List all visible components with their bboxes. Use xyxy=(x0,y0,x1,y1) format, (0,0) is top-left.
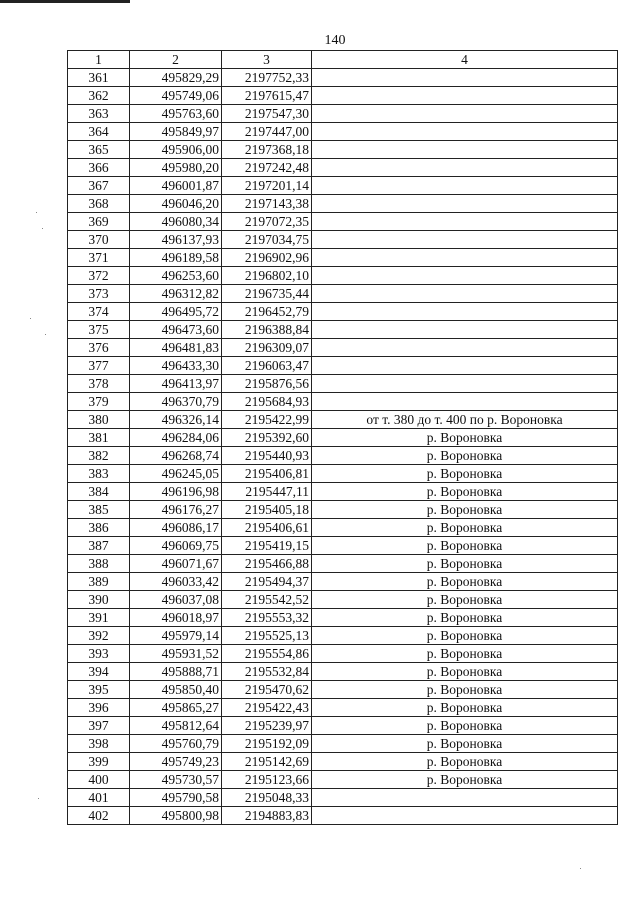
table-row xyxy=(68,303,618,321)
point-number-cell: 399 xyxy=(68,753,130,771)
point-number-cell: 393 xyxy=(68,645,130,663)
description-cell: р. Вороновка xyxy=(312,555,618,573)
x-coordinate-cell: 496495,72 xyxy=(130,303,222,321)
description-cell: р. Вороновка xyxy=(312,627,618,645)
point-number-cell: 391 xyxy=(68,609,130,627)
x-coordinate-cell: 495888,71 xyxy=(130,663,222,681)
description-cell: р. Вороновка xyxy=(312,735,618,753)
x-coordinate-cell: 496069,75 xyxy=(130,537,222,555)
table-row xyxy=(68,285,618,303)
description-cell: р. Вороновка xyxy=(312,645,618,663)
scan-corner-mark xyxy=(0,0,130,3)
point-number-cell: 368 xyxy=(68,195,130,213)
x-coordinate-cell: 495760,79 xyxy=(130,735,222,753)
point-number-cell: 385 xyxy=(68,501,130,519)
table-row xyxy=(68,69,618,87)
description-cell xyxy=(312,69,618,87)
table-row xyxy=(68,321,618,339)
y-coordinate-cell: 2195422,99 xyxy=(222,411,312,429)
y-coordinate-cell: 2195554,86 xyxy=(222,645,312,663)
description-cell: р. Вороновка xyxy=(312,465,618,483)
description-cell xyxy=(312,267,618,285)
table-row xyxy=(68,555,618,573)
point-number-cell: 402 xyxy=(68,807,130,825)
point-number-cell: 382 xyxy=(68,447,130,465)
point-number-cell: 374 xyxy=(68,303,130,321)
y-coordinate-cell: 2195422,43 xyxy=(222,699,312,717)
x-coordinate-cell: 496370,79 xyxy=(130,393,222,411)
x-coordinate-cell: 496176,27 xyxy=(130,501,222,519)
table-row xyxy=(68,123,618,141)
y-coordinate-cell: 2195142,69 xyxy=(222,753,312,771)
description-cell: р. Вороновка xyxy=(312,537,618,555)
point-number-cell: 366 xyxy=(68,159,130,177)
description-cell: р. Вороновка xyxy=(312,573,618,591)
x-coordinate-cell: 496086,17 xyxy=(130,519,222,537)
table-row xyxy=(68,105,618,123)
point-number-cell: 398 xyxy=(68,735,130,753)
scan-speck xyxy=(36,212,37,213)
point-number-cell: 401 xyxy=(68,789,130,807)
point-number-cell: 370 xyxy=(68,231,130,249)
table-row xyxy=(68,231,618,249)
description-cell xyxy=(312,231,618,249)
table-row xyxy=(68,717,618,735)
x-coordinate-cell: 496001,87 xyxy=(130,177,222,195)
point-number-cell: 386 xyxy=(68,519,130,537)
coordinates-table xyxy=(67,50,618,825)
point-number-cell: 383 xyxy=(68,465,130,483)
table-header-row xyxy=(68,51,618,69)
x-coordinate-cell: 496137,93 xyxy=(130,231,222,249)
x-coordinate-cell: 495849,97 xyxy=(130,123,222,141)
point-number-cell: 395 xyxy=(68,681,130,699)
description-cell: р. Вороновка xyxy=(312,519,618,537)
point-number-cell: 379 xyxy=(68,393,130,411)
description-cell: р. Вороновка xyxy=(312,699,618,717)
point-number-cell: 372 xyxy=(68,267,130,285)
table-row xyxy=(68,501,618,519)
table-row xyxy=(68,609,618,627)
y-coordinate-cell: 2197072,35 xyxy=(222,213,312,231)
y-coordinate-cell: 2195876,56 xyxy=(222,375,312,393)
table-row xyxy=(68,789,618,807)
description-cell xyxy=(312,123,618,141)
y-coordinate-cell: 2197547,30 xyxy=(222,105,312,123)
table-row xyxy=(68,771,618,789)
x-coordinate-cell: 496481,83 xyxy=(130,339,222,357)
table-row xyxy=(68,339,618,357)
x-coordinate-cell: 496284,06 xyxy=(130,429,222,447)
description-cell xyxy=(312,303,618,321)
y-coordinate-cell: 2197201,14 xyxy=(222,177,312,195)
y-coordinate-cell: 2196802,10 xyxy=(222,267,312,285)
y-coordinate-cell: 2196388,84 xyxy=(222,321,312,339)
y-coordinate-cell: 2195684,93 xyxy=(222,393,312,411)
description-cell: р. Вороновка xyxy=(312,429,618,447)
table-row xyxy=(68,663,618,681)
table-body xyxy=(68,69,618,825)
y-coordinate-cell: 2197752,33 xyxy=(222,69,312,87)
y-coordinate-cell: 2195466,88 xyxy=(222,555,312,573)
y-coordinate-cell: 2196452,79 xyxy=(222,303,312,321)
description-cell xyxy=(312,249,618,267)
description-cell xyxy=(312,321,618,339)
description-cell: р. Вороновка xyxy=(312,501,618,519)
point-number-cell: 367 xyxy=(68,177,130,195)
description-cell xyxy=(312,105,618,123)
description-cell: р. Вороновка xyxy=(312,681,618,699)
description-cell xyxy=(312,213,618,231)
x-coordinate-cell: 496245,05 xyxy=(130,465,222,483)
table-row xyxy=(68,195,618,213)
table-row xyxy=(68,357,618,375)
point-number-cell: 378 xyxy=(68,375,130,393)
x-coordinate-cell: 495850,40 xyxy=(130,681,222,699)
point-number-cell: 381 xyxy=(68,429,130,447)
y-coordinate-cell: 2196309,07 xyxy=(222,339,312,357)
x-coordinate-cell: 496253,60 xyxy=(130,267,222,285)
description-cell xyxy=(312,375,618,393)
x-coordinate-cell: 495749,06 xyxy=(130,87,222,105)
description-cell xyxy=(312,177,618,195)
x-coordinate-cell: 496473,60 xyxy=(130,321,222,339)
table-row xyxy=(68,213,618,231)
point-number-cell: 363 xyxy=(68,105,130,123)
column-header-description: 4 xyxy=(312,51,618,69)
x-coordinate-cell: 496033,42 xyxy=(130,573,222,591)
point-number-cell: 392 xyxy=(68,627,130,645)
point-number-cell: 365 xyxy=(68,141,130,159)
x-coordinate-cell: 496196,98 xyxy=(130,483,222,501)
point-number-cell: 373 xyxy=(68,285,130,303)
y-coordinate-cell: 2195447,11 xyxy=(222,483,312,501)
table-row xyxy=(68,645,618,663)
x-coordinate-cell: 495749,23 xyxy=(130,753,222,771)
table-row xyxy=(68,177,618,195)
x-coordinate-cell: 495763,60 xyxy=(130,105,222,123)
point-number-cell: 364 xyxy=(68,123,130,141)
table-row xyxy=(68,753,618,771)
x-coordinate-cell: 496037,08 xyxy=(130,591,222,609)
description-cell xyxy=(312,339,618,357)
column-header-x: 2 xyxy=(130,51,222,69)
table-row xyxy=(68,249,618,267)
x-coordinate-cell: 496433,30 xyxy=(130,357,222,375)
description-cell: р. Вороновка xyxy=(312,663,618,681)
point-number-cell: 362 xyxy=(68,87,130,105)
x-coordinate-cell: 495800,98 xyxy=(130,807,222,825)
description-cell: р. Вороновка xyxy=(312,717,618,735)
description-cell: р. Вороновка xyxy=(312,609,618,627)
x-coordinate-cell: 496071,67 xyxy=(130,555,222,573)
y-coordinate-cell: 2195525,13 xyxy=(222,627,312,645)
table-row xyxy=(68,141,618,159)
scan-speck xyxy=(45,334,46,335)
y-coordinate-cell: 2195048,33 xyxy=(222,789,312,807)
column-header-y: 3 xyxy=(222,51,312,69)
y-coordinate-cell: 2197034,75 xyxy=(222,231,312,249)
scan-speck xyxy=(42,228,43,229)
description-cell xyxy=(312,285,618,303)
table-row xyxy=(68,267,618,285)
y-coordinate-cell: 2196735,44 xyxy=(222,285,312,303)
description-cell: от т. 380 до т. 400 по р. Вороновка xyxy=(312,411,618,429)
description-cell xyxy=(312,789,618,807)
scan-speck xyxy=(38,798,39,799)
y-coordinate-cell: 2195470,62 xyxy=(222,681,312,699)
x-coordinate-cell: 496189,58 xyxy=(130,249,222,267)
y-coordinate-cell: 2195406,81 xyxy=(222,465,312,483)
point-number-cell: 369 xyxy=(68,213,130,231)
x-coordinate-cell: 496413,97 xyxy=(130,375,222,393)
page-number: 140 xyxy=(324,33,346,48)
y-coordinate-cell: 2195405,18 xyxy=(222,501,312,519)
x-coordinate-cell: 495730,57 xyxy=(130,771,222,789)
x-coordinate-cell: 495931,52 xyxy=(130,645,222,663)
description-cell xyxy=(312,393,618,411)
point-number-cell: 380 xyxy=(68,411,130,429)
y-coordinate-cell: 2194883,83 xyxy=(222,807,312,825)
y-coordinate-cell: 2195419,15 xyxy=(222,537,312,555)
y-coordinate-cell: 2197615,47 xyxy=(222,87,312,105)
description-cell xyxy=(312,87,618,105)
point-number-cell: 400 xyxy=(68,771,130,789)
y-coordinate-cell: 2195553,32 xyxy=(222,609,312,627)
point-number-cell: 397 xyxy=(68,717,130,735)
x-coordinate-cell: 495980,20 xyxy=(130,159,222,177)
y-coordinate-cell: 2195440,93 xyxy=(222,447,312,465)
y-coordinate-cell: 2197447,00 xyxy=(222,123,312,141)
point-number-cell: 361 xyxy=(68,69,130,87)
point-number-cell: 389 xyxy=(68,573,130,591)
column-header-point: 1 xyxy=(68,51,130,69)
x-coordinate-cell: 496312,82 xyxy=(130,285,222,303)
point-number-cell: 384 xyxy=(68,483,130,501)
y-coordinate-cell: 2195123,66 xyxy=(222,771,312,789)
x-coordinate-cell: 495906,00 xyxy=(130,141,222,159)
table-row xyxy=(68,411,618,429)
description-cell xyxy=(312,159,618,177)
description-cell: р. Вороновка xyxy=(312,483,618,501)
y-coordinate-cell: 2195494,37 xyxy=(222,573,312,591)
y-coordinate-cell: 2196902,96 xyxy=(222,249,312,267)
x-coordinate-cell: 496080,34 xyxy=(130,213,222,231)
x-coordinate-cell: 496018,97 xyxy=(130,609,222,627)
table-row xyxy=(68,483,618,501)
y-coordinate-cell: 2195239,97 xyxy=(222,717,312,735)
table-row xyxy=(68,591,618,609)
description-cell: р. Вороновка xyxy=(312,753,618,771)
scan-speck xyxy=(580,868,581,869)
table-row xyxy=(68,807,618,825)
table-row xyxy=(68,519,618,537)
table-row xyxy=(68,627,618,645)
x-coordinate-cell: 495812,64 xyxy=(130,717,222,735)
scan-speck xyxy=(30,318,31,319)
description-cell xyxy=(312,807,618,825)
x-coordinate-cell: 496326,14 xyxy=(130,411,222,429)
table-row xyxy=(68,393,618,411)
x-coordinate-cell: 496268,74 xyxy=(130,447,222,465)
x-coordinate-cell: 495829,29 xyxy=(130,69,222,87)
y-coordinate-cell: 2195532,84 xyxy=(222,663,312,681)
x-coordinate-cell: 495979,14 xyxy=(130,627,222,645)
table-row xyxy=(68,537,618,555)
table-row xyxy=(68,465,618,483)
point-number-cell: 375 xyxy=(68,321,130,339)
description-cell xyxy=(312,357,618,375)
table-row xyxy=(68,735,618,753)
table-row xyxy=(68,375,618,393)
point-number-cell: 376 xyxy=(68,339,130,357)
table-row xyxy=(68,573,618,591)
x-coordinate-cell: 496046,20 xyxy=(130,195,222,213)
table-row xyxy=(68,159,618,177)
description-cell: р. Вороновка xyxy=(312,447,618,465)
point-number-cell: 377 xyxy=(68,357,130,375)
table-row xyxy=(68,87,618,105)
point-number-cell: 390 xyxy=(68,591,130,609)
point-number-cell: 371 xyxy=(68,249,130,267)
description-cell: р. Вороновка xyxy=(312,591,618,609)
point-number-cell: 396 xyxy=(68,699,130,717)
description-cell xyxy=(312,141,618,159)
table-row xyxy=(68,429,618,447)
point-number-cell: 394 xyxy=(68,663,130,681)
y-coordinate-cell: 2196063,47 xyxy=(222,357,312,375)
y-coordinate-cell: 2195392,60 xyxy=(222,429,312,447)
y-coordinate-cell: 2197143,38 xyxy=(222,195,312,213)
table-row xyxy=(68,699,618,717)
y-coordinate-cell: 2197368,18 xyxy=(222,141,312,159)
table-row xyxy=(68,681,618,699)
point-number-cell: 387 xyxy=(68,537,130,555)
y-coordinate-cell: 2195192,09 xyxy=(222,735,312,753)
x-coordinate-cell: 495790,58 xyxy=(130,789,222,807)
x-coordinate-cell: 495865,27 xyxy=(130,699,222,717)
description-cell xyxy=(312,195,618,213)
description-cell: р. Вороновка xyxy=(312,771,618,789)
y-coordinate-cell: 2197242,48 xyxy=(222,159,312,177)
y-coordinate-cell: 2195406,61 xyxy=(222,519,312,537)
table-row xyxy=(68,447,618,465)
y-coordinate-cell: 2195542,52 xyxy=(222,591,312,609)
point-number-cell: 388 xyxy=(68,555,130,573)
